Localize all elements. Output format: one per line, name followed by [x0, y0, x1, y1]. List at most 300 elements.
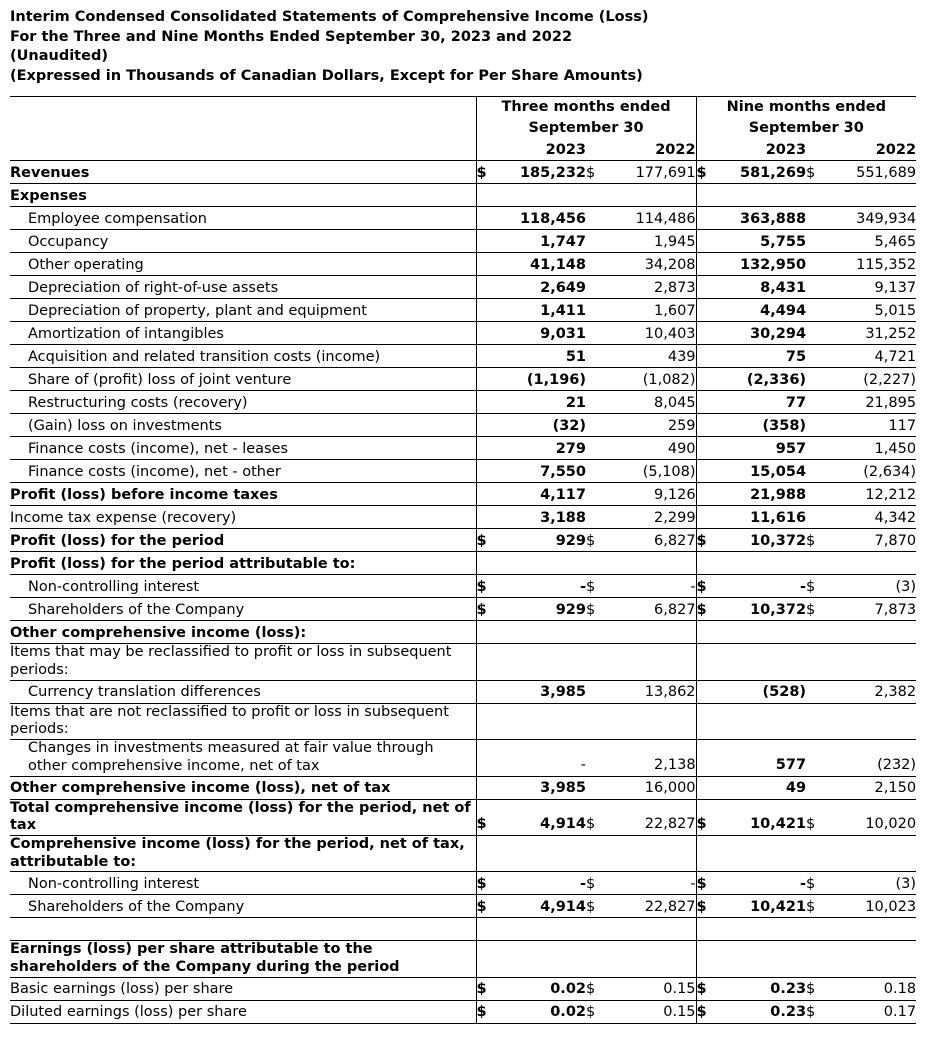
title-line-1: Interim Condensed Consolidated Statements of Comprehensive Income (Loss)	[10, 9, 649, 25]
year-header-row	[10, 138, 916, 161]
currency-symbol-2	[586, 437, 608, 460]
row-value-4	[828, 918, 916, 941]
currency-symbol-4	[806, 776, 828, 799]
currency-symbol-4	[806, 391, 828, 414]
row-label: Items that are not reclassified to profit or loss in subsequent periods:	[10, 703, 476, 739]
table-row	[10, 345, 916, 368]
year-cur-4	[806, 138, 828, 161]
year-header-2022-q3: 2022	[608, 138, 696, 161]
row-label: Basic earnings (loss) per share	[10, 977, 476, 1000]
currency-symbol-2: $	[586, 872, 608, 895]
currency-symbol-1: $	[476, 529, 498, 552]
currency-symbol-4	[806, 184, 828, 207]
currency-symbol-2	[586, 322, 608, 345]
currency-symbol-1	[476, 506, 498, 529]
row-value-3: -	[718, 872, 806, 895]
row-value-2: 16,000	[608, 776, 696, 799]
currency-symbol-4	[806, 276, 828, 299]
row-value-3: 10,421	[718, 895, 806, 918]
row-value-4: 4,721	[828, 345, 916, 368]
column-group-three-months: Three months ended September 30	[476, 97, 696, 139]
table-row	[10, 644, 916, 680]
row-label: Profit (loss) for the period	[10, 529, 476, 552]
currency-symbol-4	[806, 740, 828, 776]
row-value-1: 7,550	[498, 460, 586, 483]
currency-symbol-1	[476, 460, 498, 483]
row-value-4: 1,450	[828, 437, 916, 460]
table-row	[10, 368, 916, 391]
row-label: Expenses	[10, 184, 476, 207]
row-value-1: 3,188	[498, 506, 586, 529]
table-row	[10, 322, 916, 345]
row-value-1: 9,031	[498, 322, 586, 345]
row-value-4: 117	[828, 414, 916, 437]
table-row	[10, 621, 916, 644]
row-value-1: 0.02	[498, 977, 586, 1000]
row-value-2: (5,108)	[608, 460, 696, 483]
currency-symbol-1: $	[476, 799, 498, 835]
row-value-3: 49	[718, 776, 806, 799]
row-label: Currency translation differences	[10, 680, 476, 703]
row-label: Non-controlling interest	[10, 575, 476, 598]
currency-symbol-2	[586, 644, 608, 680]
table-row	[10, 575, 916, 598]
row-value-1: 41,148	[498, 253, 586, 276]
row-value-3	[718, 184, 806, 207]
row-value-4: (3)	[828, 872, 916, 895]
row-value-1	[498, 644, 586, 680]
table-row	[10, 207, 916, 230]
currency-symbol-2	[586, 941, 608, 977]
header-blank-cell	[10, 97, 476, 139]
table-row	[10, 230, 916, 253]
row-value-1	[498, 621, 586, 644]
currency-symbol-2	[586, 414, 608, 437]
currency-symbol-3	[696, 299, 718, 322]
row-value-1	[498, 184, 586, 207]
row-value-2	[608, 621, 696, 644]
row-value-1	[498, 552, 586, 575]
row-value-4: (3)	[828, 575, 916, 598]
row-value-1: -	[498, 872, 586, 895]
row-value-2: 6,827	[608, 529, 696, 552]
currency-symbol-4	[806, 253, 828, 276]
currency-symbol-3	[696, 483, 718, 506]
currency-symbol-4	[806, 835, 828, 871]
currency-symbol-1: $	[476, 895, 498, 918]
currency-symbol-3	[696, 230, 718, 253]
currency-symbol-2	[586, 835, 608, 871]
row-label: Finance costs (income), net - other	[10, 460, 476, 483]
row-value-2: -	[608, 872, 696, 895]
currency-symbol-1	[476, 483, 498, 506]
row-label: Comprehensive income (loss) for the period, net of tax, attributable to:	[10, 835, 476, 871]
year-header-2022-ytd: 2022	[828, 138, 916, 161]
currency-symbol-4: $	[806, 598, 828, 621]
row-value-2: 0.15	[608, 977, 696, 1000]
currency-symbol-3	[696, 437, 718, 460]
currency-symbol-1	[476, 835, 498, 871]
row-label: Acquisition and related transition costs (income)	[10, 345, 476, 368]
row-label: (Gain) loss on investments	[10, 414, 476, 437]
table-row	[10, 740, 916, 776]
row-value-4	[828, 184, 916, 207]
row-label: Restructuring costs (recovery)	[10, 391, 476, 414]
currency-symbol-2: $	[586, 895, 608, 918]
row-value-4: 5,465	[828, 230, 916, 253]
currency-symbol-3: $	[696, 895, 718, 918]
row-value-4: 0.17	[828, 1000, 916, 1023]
row-label: Shareholders of the Company	[10, 895, 476, 918]
row-value-2	[608, 941, 696, 977]
currency-symbol-3: $	[696, 799, 718, 835]
row-value-4: 10,020	[828, 799, 916, 835]
currency-symbol-1	[476, 414, 498, 437]
table-row	[10, 506, 916, 529]
table-row	[10, 918, 916, 941]
currency-symbol-1	[476, 345, 498, 368]
table-row	[10, 460, 916, 483]
table-row	[10, 977, 916, 1000]
row-value-4	[828, 552, 916, 575]
table-row	[10, 414, 916, 437]
currency-symbol-4	[806, 941, 828, 977]
currency-symbol-2	[586, 460, 608, 483]
row-label: Depreciation of property, plant and equipment	[10, 299, 476, 322]
row-value-1: 4,117	[498, 483, 586, 506]
row-value-1: 51	[498, 345, 586, 368]
row-value-3: 957	[718, 437, 806, 460]
row-value-2: 6,827	[608, 598, 696, 621]
currency-symbol-4: $	[806, 895, 828, 918]
row-value-2: 2,299	[608, 506, 696, 529]
row-value-4: 349,934	[828, 207, 916, 230]
currency-symbol-2	[586, 345, 608, 368]
currency-symbol-2	[586, 368, 608, 391]
currency-symbol-2: $	[586, 1000, 608, 1023]
row-value-3	[718, 941, 806, 977]
row-value-2: 490	[608, 437, 696, 460]
row-value-2	[608, 703, 696, 739]
table-row	[10, 598, 916, 621]
row-value-1: (1,196)	[498, 368, 586, 391]
currency-symbol-2: $	[586, 598, 608, 621]
row-value-1: 1,747	[498, 230, 586, 253]
row-value-1: 185,232	[498, 161, 586, 184]
row-value-2: 439	[608, 345, 696, 368]
currency-symbol-2	[586, 703, 608, 739]
row-label: Finance costs (income), net - leases	[10, 437, 476, 460]
table-row	[10, 391, 916, 414]
row-value-1: 3,985	[498, 680, 586, 703]
table-row	[10, 276, 916, 299]
currency-symbol-4	[806, 230, 828, 253]
currency-symbol-1	[476, 941, 498, 977]
currency-symbol-2	[586, 483, 608, 506]
year-header-blank	[10, 138, 476, 161]
row-label: Profit (loss) before income taxes	[10, 483, 476, 506]
currency-symbol-2	[586, 680, 608, 703]
row-value-1: 21	[498, 391, 586, 414]
row-value-3: 363,888	[718, 207, 806, 230]
row-value-4: 31,252	[828, 322, 916, 345]
row-value-2: 34,208	[608, 253, 696, 276]
currency-symbol-3	[696, 414, 718, 437]
currency-symbol-4	[806, 345, 828, 368]
currency-symbol-2: $	[586, 575, 608, 598]
row-label: Diluted earnings (loss) per share	[10, 1000, 476, 1023]
currency-symbol-1	[476, 230, 498, 253]
row-value-1: 118,456	[498, 207, 586, 230]
currency-symbol-2: $	[586, 977, 608, 1000]
row-label: Earnings (loss) per share attributable to the shareholders of the Company during the period	[10, 941, 476, 977]
currency-symbol-1	[476, 322, 498, 345]
currency-symbol-4: $	[806, 575, 828, 598]
table-row	[10, 161, 916, 184]
row-value-1: 4,914	[498, 895, 586, 918]
row-value-2: 22,827	[608, 799, 696, 835]
row-value-3: 15,054	[718, 460, 806, 483]
currency-symbol-3	[696, 207, 718, 230]
currency-symbol-1	[476, 184, 498, 207]
currency-symbol-1	[476, 776, 498, 799]
table-row	[10, 703, 916, 739]
currency-symbol-3	[696, 253, 718, 276]
title-line-2: For the Three and Nine Months Ended September 30, 2023 and 2022	[10, 28, 573, 45]
row-value-3	[718, 703, 806, 739]
row-value-4	[828, 835, 916, 871]
row-value-1: 2,649	[498, 276, 586, 299]
currency-symbol-2: $	[586, 529, 608, 552]
currency-symbol-2	[586, 621, 608, 644]
year-cur-3	[696, 138, 718, 161]
currency-symbol-2	[586, 184, 608, 207]
title-line-4: (Expressed in Thousands of Canadian Dollars, Except for Per Share Amounts)	[10, 67, 643, 84]
row-value-3: 30,294	[718, 322, 806, 345]
row-value-4: (232)	[828, 740, 916, 776]
currency-symbol-1: $	[476, 598, 498, 621]
currency-symbol-4	[806, 299, 828, 322]
table-row	[10, 529, 916, 552]
table-row	[10, 253, 916, 276]
currency-symbol-3	[696, 941, 718, 977]
currency-symbol-3	[696, 506, 718, 529]
row-label: Total comprehensive income (loss) for the period, net of tax	[10, 799, 476, 835]
row-value-1: 4,914	[498, 799, 586, 835]
row-value-1	[498, 918, 586, 941]
currency-symbol-4	[806, 437, 828, 460]
row-value-3: 10,421	[718, 799, 806, 835]
currency-symbol-3	[696, 918, 718, 941]
currency-symbol-2	[586, 391, 608, 414]
row-value-3	[718, 552, 806, 575]
currency-symbol-1	[476, 644, 498, 680]
currency-symbol-3	[696, 680, 718, 703]
currency-symbol-2	[586, 207, 608, 230]
row-label	[10, 918, 476, 941]
row-value-3: 75	[718, 345, 806, 368]
currency-symbol-3	[696, 391, 718, 414]
row-label: Other operating	[10, 253, 476, 276]
row-value-2	[608, 552, 696, 575]
row-value-1: 1,411	[498, 299, 586, 322]
currency-symbol-2: $	[586, 799, 608, 835]
row-value-3: 21,988	[718, 483, 806, 506]
row-value-2: 259	[608, 414, 696, 437]
currency-symbol-1	[476, 368, 498, 391]
currency-symbol-2	[586, 506, 608, 529]
row-value-1: 0.02	[498, 1000, 586, 1023]
row-value-2: 10,403	[608, 322, 696, 345]
currency-symbol-4	[806, 414, 828, 437]
row-value-1	[498, 941, 586, 977]
row-value-3: 4,494	[718, 299, 806, 322]
row-value-3: (358)	[718, 414, 806, 437]
table-row	[10, 437, 916, 460]
row-value-3: 10,372	[718, 598, 806, 621]
currency-symbol-3	[696, 368, 718, 391]
row-value-2	[608, 835, 696, 871]
table-row	[10, 680, 916, 703]
row-value-1: -	[498, 740, 586, 776]
row-value-4: 10,023	[828, 895, 916, 918]
year-cur-2	[586, 138, 608, 161]
currency-symbol-3	[696, 644, 718, 680]
row-value-2: 13,862	[608, 680, 696, 703]
row-value-2	[608, 918, 696, 941]
row-value-4: 2,382	[828, 680, 916, 703]
title-line-3: (Unaudited)	[10, 48, 108, 65]
row-value-2	[608, 184, 696, 207]
row-value-4	[828, 703, 916, 739]
table-row	[10, 1000, 916, 1023]
currency-symbol-2	[586, 776, 608, 799]
currency-symbol-4: $	[806, 977, 828, 1000]
currency-symbol-1	[476, 918, 498, 941]
currency-symbol-3: $	[696, 598, 718, 621]
row-value-3: 577	[718, 740, 806, 776]
row-value-3: 0.23	[718, 1000, 806, 1023]
currency-symbol-1	[476, 299, 498, 322]
row-value-3: 132,950	[718, 253, 806, 276]
currency-symbol-3	[696, 835, 718, 871]
table-row	[10, 872, 916, 895]
row-value-2: 2,138	[608, 740, 696, 776]
row-value-4: 115,352	[828, 253, 916, 276]
currency-symbol-1: $	[476, 161, 498, 184]
currency-symbol-1: $	[476, 872, 498, 895]
row-value-4: (2,227)	[828, 368, 916, 391]
row-value-1: (32)	[498, 414, 586, 437]
row-value-3: 11,616	[718, 506, 806, 529]
row-value-4: 2,150	[828, 776, 916, 799]
row-label: Profit (loss) for the period attributable to:	[10, 552, 476, 575]
currency-symbol-1	[476, 391, 498, 414]
row-label: Revenues	[10, 161, 476, 184]
row-value-3	[718, 835, 806, 871]
row-value-1	[498, 835, 586, 871]
row-value-4: 7,870	[828, 529, 916, 552]
currency-symbol-3: $	[696, 872, 718, 895]
row-value-4	[828, 621, 916, 644]
row-value-2	[608, 644, 696, 680]
row-value-4: 5,015	[828, 299, 916, 322]
row-label: Shareholders of the Company	[10, 598, 476, 621]
row-value-3: 5,755	[718, 230, 806, 253]
row-label: Income tax expense (recovery)	[10, 506, 476, 529]
currency-symbol-1: $	[476, 977, 498, 1000]
table-row	[10, 776, 916, 799]
row-label: Occupancy	[10, 230, 476, 253]
row-label: Depreciation of right-of-use assets	[10, 276, 476, 299]
currency-symbol-1	[476, 621, 498, 644]
currency-symbol-3	[696, 460, 718, 483]
currency-symbol-4: $	[806, 529, 828, 552]
currency-symbol-4	[806, 368, 828, 391]
row-value-4: (2,634)	[828, 460, 916, 483]
currency-symbol-3	[696, 740, 718, 776]
currency-symbol-4: $	[806, 872, 828, 895]
row-value-1: 929	[498, 598, 586, 621]
row-value-3: 77	[718, 391, 806, 414]
row-value-2: 1,607	[608, 299, 696, 322]
currency-symbol-1	[476, 276, 498, 299]
row-label: Changes in investments measured at fair value through other comprehensive income, net of tax	[10, 740, 476, 776]
year-header-2023-q3: 2023	[498, 138, 586, 161]
row-value-2: (1,082)	[608, 368, 696, 391]
currency-symbol-3	[696, 703, 718, 739]
table-row	[10, 483, 916, 506]
currency-symbol-3	[696, 322, 718, 345]
currency-symbol-4: $	[806, 1000, 828, 1023]
row-label: Employee compensation	[10, 207, 476, 230]
financial-statement-table	[10, 96, 916, 1023]
row-value-2: 9,126	[608, 483, 696, 506]
currency-symbol-2	[586, 253, 608, 276]
currency-symbol-3: $	[696, 529, 718, 552]
row-value-4: 21,895	[828, 391, 916, 414]
currency-symbol-4	[806, 703, 828, 739]
currency-symbol-2	[586, 552, 608, 575]
table-row	[10, 184, 916, 207]
row-label: Non-controlling interest	[10, 872, 476, 895]
row-value-1: -	[498, 575, 586, 598]
currency-symbol-2	[586, 299, 608, 322]
currency-symbol-1	[476, 703, 498, 739]
currency-symbol-4	[806, 207, 828, 230]
currency-symbol-4	[806, 506, 828, 529]
currency-symbol-2	[586, 918, 608, 941]
row-value-4	[828, 644, 916, 680]
table-row	[10, 552, 916, 575]
row-value-3: 10,372	[718, 529, 806, 552]
row-value-4: 12,212	[828, 483, 916, 506]
currency-symbol-1	[476, 437, 498, 460]
column-group-header-row	[10, 97, 916, 139]
table-row	[10, 895, 916, 918]
currency-symbol-3	[696, 552, 718, 575]
row-value-1	[498, 703, 586, 739]
currency-symbol-1	[476, 552, 498, 575]
row-value-3: 581,269	[718, 161, 806, 184]
currency-symbol-2: $	[586, 161, 608, 184]
currency-symbol-3: $	[696, 575, 718, 598]
currency-symbol-3	[696, 776, 718, 799]
row-value-3	[718, 644, 806, 680]
currency-symbol-4: $	[806, 161, 828, 184]
row-value-1: 279	[498, 437, 586, 460]
row-value-3: -	[718, 575, 806, 598]
